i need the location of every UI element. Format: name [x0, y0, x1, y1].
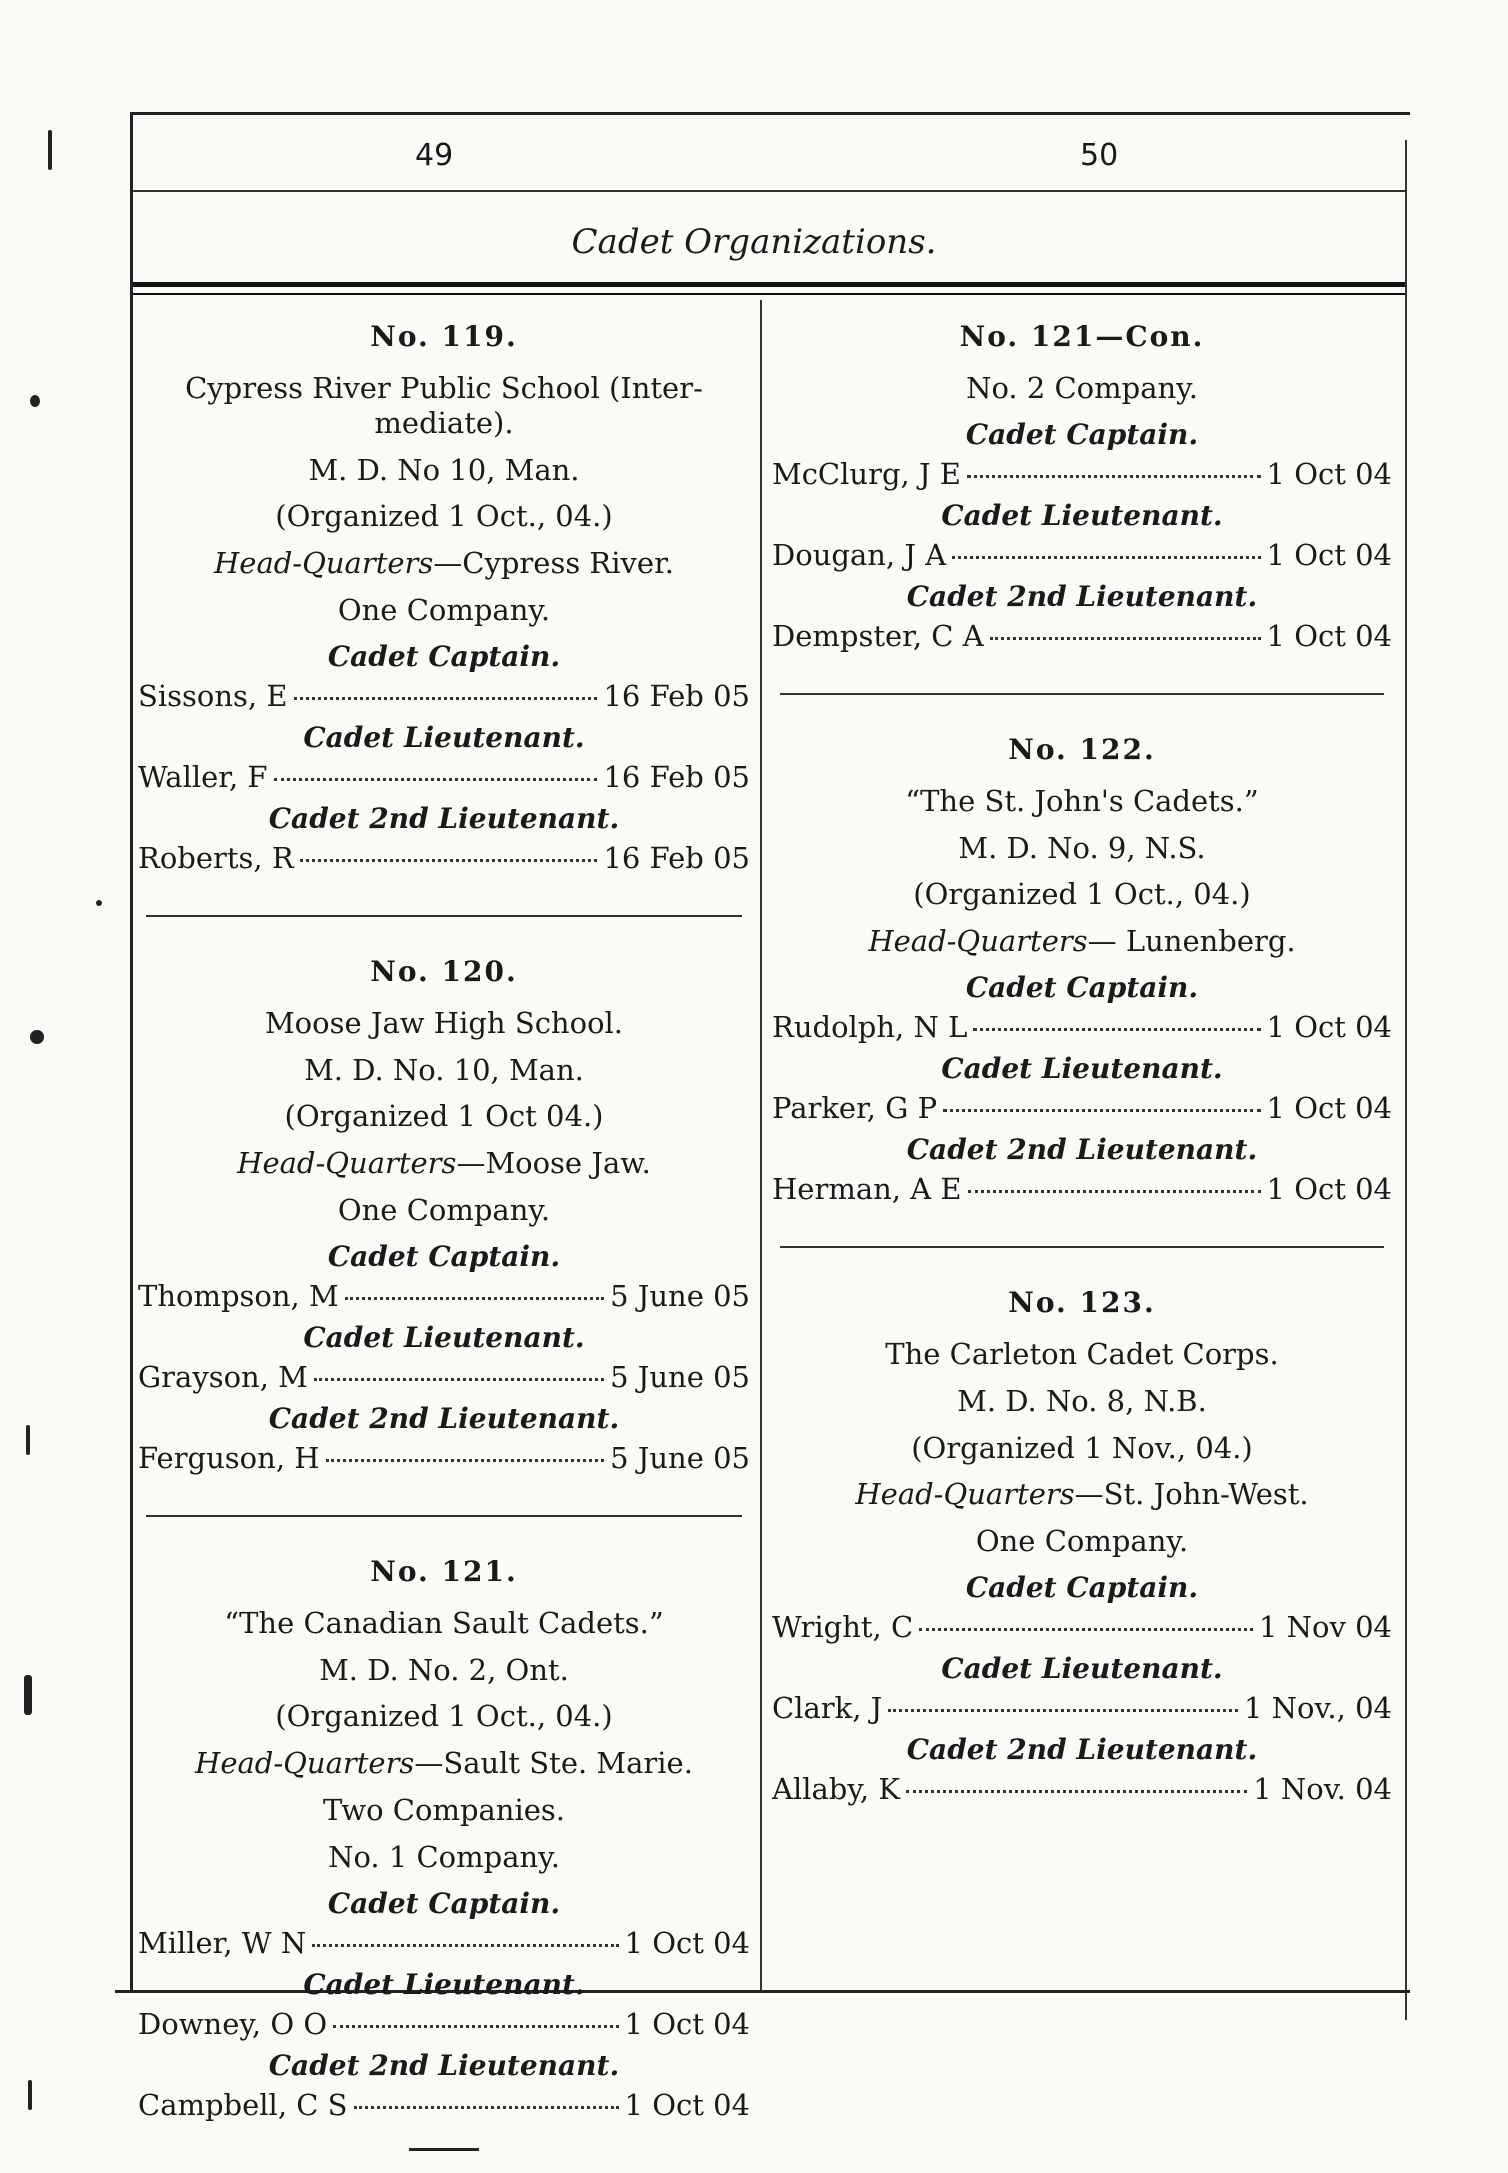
organized-date: (Organized 1 Oct., 04.) — [913, 877, 1251, 912]
headquarters — [138, 1146, 750, 1181]
headquarters — [138, 546, 750, 581]
officer-name: Clark, J — [772, 1690, 883, 1725]
page-title: Cadet Organizations. — [571, 222, 937, 262]
rank-label: Cadet Lieutenant. — [303, 720, 585, 754]
officer-name: Parker, G P — [772, 1090, 938, 1125]
officer-date: 1 Oct 04 — [1266, 537, 1392, 572]
page-number-left: 49 — [415, 138, 454, 173]
scan-speck — [26, 1425, 30, 1455]
section-120 — [138, 955, 750, 1475]
officer-row — [138, 2007, 750, 2041]
officer-row — [138, 679, 750, 713]
officer-name: Allaby, K — [772, 1771, 900, 1806]
headquarters — [772, 924, 1392, 959]
officer-name: Campbell, C S — [138, 2087, 348, 2122]
section-123 — [772, 1286, 1392, 1806]
school-name: “The Canadian Sault Cadets.” — [224, 1605, 664, 1640]
hq-label: Head-Quarters — [214, 546, 434, 581]
section-number: No. 123. — [1008, 1285, 1156, 1319]
hq-label: Head-Quarters — [868, 924, 1088, 959]
leader-dots — [973, 1028, 1260, 1031]
organized-date: (Organized 1 Nov., 04.) — [911, 1430, 1253, 1465]
officer-date: 1 Nov 04 — [1258, 1609, 1392, 1644]
frame-rule-left — [130, 112, 133, 1992]
rank-label: Cadet Captain. — [327, 639, 561, 673]
officer-row — [772, 1010, 1392, 1044]
officer-row — [772, 1772, 1392, 1806]
page-number-right: 50 — [1080, 138, 1119, 173]
rank-label: Cadet Captain. — [965, 970, 1199, 1004]
end-rule — [409, 2148, 479, 2151]
rank-label: Cadet Captain. — [965, 417, 1199, 451]
headquarters — [772, 1477, 1392, 1512]
school-name: Moose Jaw High School. — [264, 1005, 624, 1040]
officer-row — [138, 760, 750, 794]
companies: One Company. — [337, 592, 551, 627]
rank-label: Cadet 2nd Lieutenant. — [906, 1132, 1258, 1166]
leader-dots — [312, 1944, 618, 1947]
rank-label: Cadet Captain. — [965, 1570, 1199, 1604]
section-number: No. 122. — [1008, 732, 1156, 766]
officer-row — [772, 457, 1392, 491]
officer-date: 16 Feb 05 — [603, 840, 750, 875]
leader-dots — [314, 1378, 604, 1381]
rank-label: Cadet 2nd Lieutenant. — [268, 801, 620, 835]
officer-name: Grayson, M — [138, 1359, 308, 1394]
section-separator — [780, 1246, 1384, 1248]
rank-label: Cadet Lieutenant. — [941, 1051, 1223, 1085]
title-rule-thick — [133, 282, 1405, 287]
officer-row — [138, 1279, 750, 1313]
organized-date: (Organized 1 Oct 04.) — [284, 1099, 604, 1134]
company-label: No. 2 Company. — [966, 371, 1198, 405]
officer-date: 5 June 05 — [610, 1359, 750, 1394]
officer-name: Thompson, M — [138, 1278, 339, 1313]
organized-date: (Organized 1 Oct., 04.) — [275, 1699, 613, 1734]
frame-rule-right — [1405, 140, 1407, 2020]
officer-date: 1 Oct 04 — [624, 2087, 750, 2122]
hq-place: —Cypress River. — [433, 546, 674, 581]
rank-label: Cadet Captain. — [327, 1886, 561, 1920]
officer-name: Miller, W N — [138, 1925, 307, 1960]
school-name: Cypress River Public School (Inter-mediate). — [185, 371, 703, 440]
officer-date: 1 Oct 04 — [1266, 1171, 1392, 1206]
military-district: M. D. No. 9, N.S. — [958, 830, 1206, 865]
leader-dots — [990, 637, 1261, 640]
officer-row — [772, 619, 1392, 653]
section-number: No. 121—Con. — [959, 320, 1205, 353]
leader-dots — [943, 1109, 1260, 1112]
leader-dots — [354, 2106, 619, 2109]
scan-speck — [30, 395, 40, 407]
leader-dots — [345, 1297, 604, 1300]
section-121 — [138, 1555, 750, 2151]
officer-name: Waller, F — [138, 759, 268, 794]
scan-speck — [96, 900, 102, 906]
frame-rule-top — [130, 112, 1410, 115]
officer-name: Roberts, R — [138, 840, 294, 875]
rank-label: Cadet Lieutenant. — [941, 1651, 1223, 1685]
officer-date: 1 Oct 04 — [1266, 618, 1392, 653]
military-district: M. D. No 10, Man. — [308, 452, 580, 487]
leader-dots — [294, 697, 598, 700]
officer-name: Ferguson, H — [138, 1440, 320, 1475]
rank-label: Cadet 2nd Lieutenant. — [906, 1732, 1258, 1766]
school-name: The Carleton Cadet Corps. — [885, 1336, 1279, 1371]
scan-speck — [30, 1030, 44, 1044]
officer-date: 5 June 05 — [610, 1440, 750, 1475]
officer-date: 5 June 05 — [610, 1278, 750, 1313]
leader-dots — [333, 2025, 618, 2028]
rank-label: Cadet Lieutenant. — [941, 498, 1223, 532]
companies: One Company. — [975, 1524, 1189, 1559]
officer-row — [138, 2088, 750, 2122]
officer-name: Sissons, E — [138, 678, 288, 713]
officer-name: Rudolph, N L — [772, 1009, 968, 1044]
officer-row — [138, 841, 750, 875]
officer-row — [772, 1091, 1392, 1125]
section-number: No. 121. — [370, 1554, 518, 1588]
military-district: M. D. No. 10, Man. — [304, 1052, 584, 1087]
section-121-continued — [772, 320, 1392, 653]
column-divider — [760, 300, 762, 1990]
leader-dots — [300, 859, 598, 862]
leader-dots — [906, 1790, 1247, 1793]
companies: One Company. — [337, 1192, 551, 1227]
leader-dots — [952, 556, 1260, 559]
section-122 — [772, 733, 1392, 1206]
officer-date: 1 Nov. 04 — [1253, 1771, 1392, 1806]
title-rule-thin — [133, 293, 1405, 295]
officer-row — [772, 1691, 1392, 1725]
rank-label: Cadet 2nd Lieutenant. — [906, 579, 1258, 613]
section-separator — [146, 1515, 742, 1517]
leader-dots — [919, 1628, 1253, 1631]
school-name: “The St. John's Cadets.” — [905, 783, 1259, 818]
officer-date: 1 Nov., 04 — [1243, 1690, 1392, 1725]
page-number-rule — [133, 190, 1405, 192]
officer-name: Downey, O O — [138, 2006, 328, 2041]
leader-dots — [274, 778, 598, 781]
officer-row — [772, 1172, 1392, 1206]
scan-speck — [28, 2080, 32, 2110]
officer-name: Dempster, C A — [772, 618, 984, 653]
leader-dots — [888, 1709, 1238, 1712]
companies: Two Companies. — [322, 1792, 566, 1827]
rank-label: Cadet Lieutenant. — [303, 1967, 585, 2001]
officer-row — [772, 1610, 1392, 1644]
section-separator — [146, 915, 742, 917]
hq-place: —Sault Ste. Marie. — [414, 1746, 693, 1781]
officer-date: 16 Feb 05 — [603, 678, 750, 713]
officer-date: 1 Oct 04 — [624, 2006, 750, 2041]
right-column — [772, 320, 1392, 1812]
leader-dots — [326, 1459, 605, 1462]
leader-dots — [968, 1190, 1261, 1193]
officer-date: 1 Oct 04 — [1266, 456, 1392, 491]
officer-row — [138, 1360, 750, 1394]
hq-label: Head-Quarters — [237, 1146, 457, 1181]
section-number: No. 119. — [370, 320, 518, 353]
scan-speck — [24, 1675, 32, 1715]
rank-label: Cadet 2nd Lieutenant. — [268, 1401, 620, 1435]
officer-date: 1 Oct 04 — [1266, 1009, 1392, 1044]
hq-place: —St. John-West. — [1074, 1477, 1309, 1512]
military-district: M. D. No. 2, Ont. — [319, 1652, 569, 1687]
officer-name: Wright, C — [772, 1609, 914, 1644]
hq-place: — Lunenberg. — [1087, 924, 1296, 959]
rank-label: Cadet Captain. — [327, 1239, 561, 1273]
officer-name: Herman, A E — [772, 1171, 962, 1206]
section-separator — [780, 693, 1384, 695]
military-district: M. D. No. 8, N.B. — [957, 1383, 1207, 1418]
company-label: No. 1 Company. — [328, 1839, 560, 1874]
section-119 — [138, 320, 750, 875]
organized-date: (Organized 1 Oct., 04.) — [275, 499, 613, 534]
scan-speck — [48, 130, 52, 170]
officer-row — [772, 538, 1392, 572]
left-column — [138, 320, 750, 2151]
hq-label: Head-Quarters — [855, 1477, 1075, 1512]
leader-dots — [967, 475, 1261, 478]
officer-name: Dougan, J A — [772, 537, 947, 572]
hq-place: —Moose Jaw. — [456, 1146, 651, 1181]
officer-row — [138, 1441, 750, 1475]
officer-name: McClurg, J E — [772, 456, 961, 491]
officer-row — [138, 1926, 750, 1960]
rank-label: Cadet Lieutenant. — [303, 1320, 585, 1354]
headquarters — [138, 1746, 750, 1781]
section-number: No. 120. — [370, 954, 518, 988]
hq-label: Head-Quarters — [195, 1746, 415, 1781]
officer-date: 1 Oct 04 — [1266, 1090, 1392, 1125]
officer-date: 1 Oct 04 — [624, 1925, 750, 1960]
officer-date: 16 Feb 05 — [603, 759, 750, 794]
rank-label: Cadet 2nd Lieutenant. — [268, 2048, 620, 2082]
